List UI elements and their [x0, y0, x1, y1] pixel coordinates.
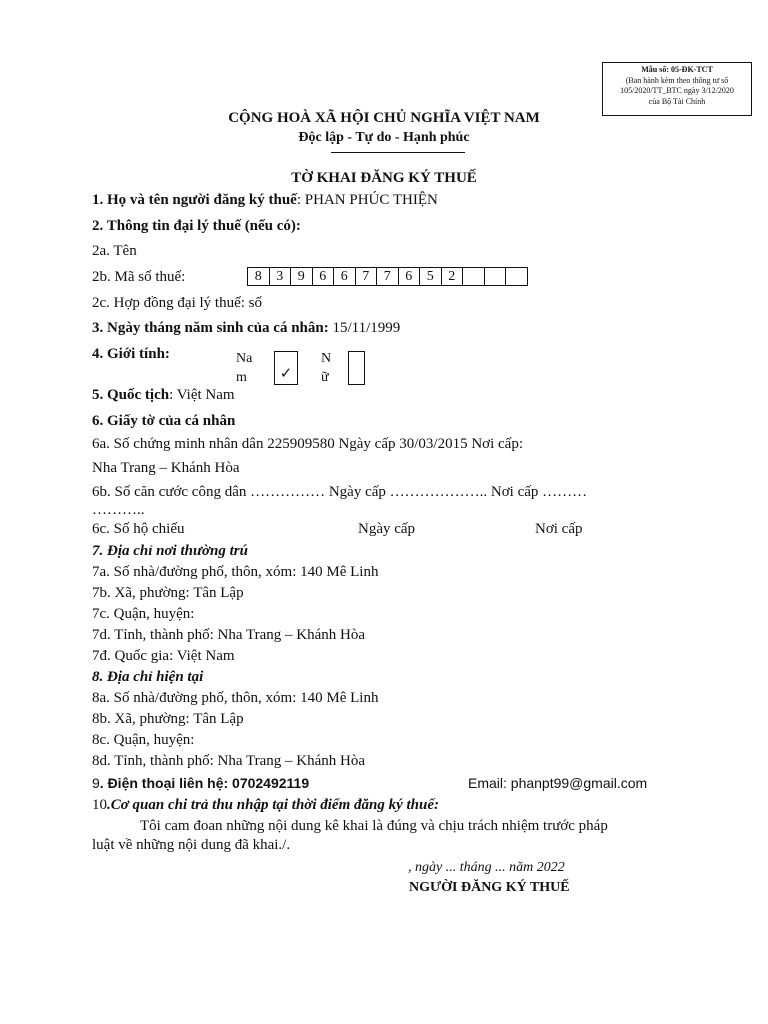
- section-9: [92, 775, 309, 791]
- birth-date-label: 3. Ngày tháng năm sinh của cá nhân:: [92, 320, 329, 336]
- tax-digit: [462, 267, 485, 286]
- tax-digit: 5: [419, 267, 442, 286]
- header-divider: [331, 152, 465, 153]
- permanent-ward: 7b. Xã, phường: Tân Lập: [92, 585, 244, 601]
- country-heading: CỘNG HOÀ XÃ HỘI CHỦ NGHĨA VIỆT NAM: [228, 110, 540, 126]
- form-code-box: [602, 62, 752, 116]
- email: Email: phanpt99@gmail.com: [468, 775, 648, 791]
- form-title: TỜ KHAI ĐĂNG KÝ THUẾ: [291, 170, 477, 186]
- permanent-country: 7đ. Quốc gia: Việt Nam: [92, 648, 235, 664]
- tax-digit: 9: [290, 267, 313, 286]
- female-label-bottom: ữ: [321, 370, 329, 385]
- section-3: [92, 320, 400, 337]
- tax-digit: [484, 267, 507, 286]
- tax-digit: 6: [398, 267, 421, 286]
- birth-date-value: 15/11/1999: [328, 320, 401, 336]
- id-card-line: 6a. Số chứng minh nhân dân 225909580 Ngày cấp 30/03/2015 Nơi cấp:: [92, 436, 523, 452]
- gender-label: 4. Giới tính:: [92, 346, 170, 362]
- declaration-line-2: luật về những nội dung đã khai./.: [92, 837, 291, 853]
- tax-digit: 7: [376, 267, 399, 286]
- section-7-heading: 7. Địa chỉ nơi thường trú: [92, 543, 248, 559]
- current-ward: 8b. Xã, phường: Tân Lập: [92, 711, 244, 727]
- permanent-street: 7a. Số nhà/đường phố, thôn, xóm: 140 Mê Linh: [92, 564, 379, 580]
- section-6-heading: 6. Giấy tờ của cá nhân: [92, 413, 236, 429]
- motto: Độc lập - Tự do - Hạnh phúc: [298, 130, 470, 145]
- section-1: [92, 192, 438, 209]
- signer-role: NGƯỜI ĐĂNG KÝ THUẾ: [409, 880, 570, 895]
- female-label-top: N: [321, 351, 332, 366]
- check-icon: ✓: [279, 366, 293, 382]
- payer-num: 10: [92, 797, 107, 813]
- male-label-bottom: m: [236, 370, 247, 385]
- passport-place-label: Nơi cấp: [535, 521, 583, 537]
- male-label-top: Na: [236, 351, 253, 366]
- permanent-province: 7d. Tỉnh, thành phố: Nha Trang – Khánh Hòa: [92, 627, 366, 643]
- tax-digit: [505, 267, 528, 286]
- current-province: 8d. Tỉnh, thành phố: Nha Trang – Khánh Hòa: [92, 753, 366, 769]
- sign-date: , ngày ... tháng ... năm 2022: [408, 860, 565, 875]
- agent-tax-code-label: 2b. Mã số thuế:: [92, 269, 186, 285]
- female-label: [321, 349, 331, 387]
- form-code-line: 105/2020/TT_BTC ngày 3/12/2020: [620, 86, 734, 95]
- phone-num: 9: [92, 775, 100, 791]
- citizen-id-line: 6b. Số căn cước công dân …………… Ngày cấp ……………….. Nơi cấp ………: [92, 484, 588, 500]
- agent-name-label: 2a. Tên: [92, 243, 137, 259]
- passport-label: 6c. Số hộ chiếu: [92, 521, 185, 537]
- nationality-num: 5: [92, 387, 100, 403]
- tax-digit: 2: [441, 267, 464, 286]
- section-2-heading: 2. Thông tin đại lý thuế (nếu có):: [92, 218, 301, 234]
- full-name-label: 1. Họ và tên người đăng ký thuế: [92, 192, 297, 208]
- current-district: 8c. Quận, huyện:: [92, 732, 195, 748]
- tax-digit: 6: [333, 267, 356, 286]
- male-checkbox[interactable]: [274, 351, 298, 385]
- phone-label: . Điện thoại liên hệ: 0702492119: [99, 775, 310, 791]
- passport-date-label: Ngày cấp: [358, 521, 416, 537]
- section-10: [92, 797, 439, 814]
- current-street: 8a. Số nhà/đường phố, thôn, xóm: 140 Mê Linh: [92, 690, 379, 706]
- nationality-label: . Quốc tịch: [99, 387, 170, 403]
- tax-digit: 3: [269, 267, 292, 286]
- section-5: [92, 387, 235, 404]
- id-card-place: Nha Trang – Khánh Hòa: [92, 460, 240, 476]
- nationality-value: : Việt Nam: [169, 387, 235, 403]
- payer-label: .Cơ quan chi trả thu nhập tại thời điểm đăng ký thuế:: [107, 797, 440, 813]
- female-checkbox[interactable]: [348, 351, 365, 385]
- tax-digit: 6: [312, 267, 335, 286]
- male-label: [236, 349, 252, 387]
- form-code-number: Mẫu số: 05-ĐK-TCT: [641, 65, 713, 74]
- full-name-value: : PHAN PHÚC THIỆN: [296, 192, 438, 208]
- form-code-line: (Ban hành kèm theo thông tư số: [625, 75, 729, 85]
- tax-digit: 7: [355, 267, 378, 286]
- tax-digit: 8: [247, 267, 270, 286]
- agent-contract-label: 2c. Hợp đồng đại lý thuế: số: [92, 295, 262, 311]
- citizen-id-cont: ………..: [92, 502, 145, 518]
- section-8-heading: 8. Địa chỉ hiện tại: [92, 669, 204, 685]
- declaration-line-1: Tôi cam đoan những nội dung kê khai là đúng và chịu trách nhiệm trước pháp: [140, 818, 608, 834]
- form-code-line: của Bộ Tài Chính: [648, 96, 706, 106]
- permanent-district: 7c. Quận, huyện:: [92, 606, 195, 622]
- tax-code-boxes: [248, 267, 528, 286]
